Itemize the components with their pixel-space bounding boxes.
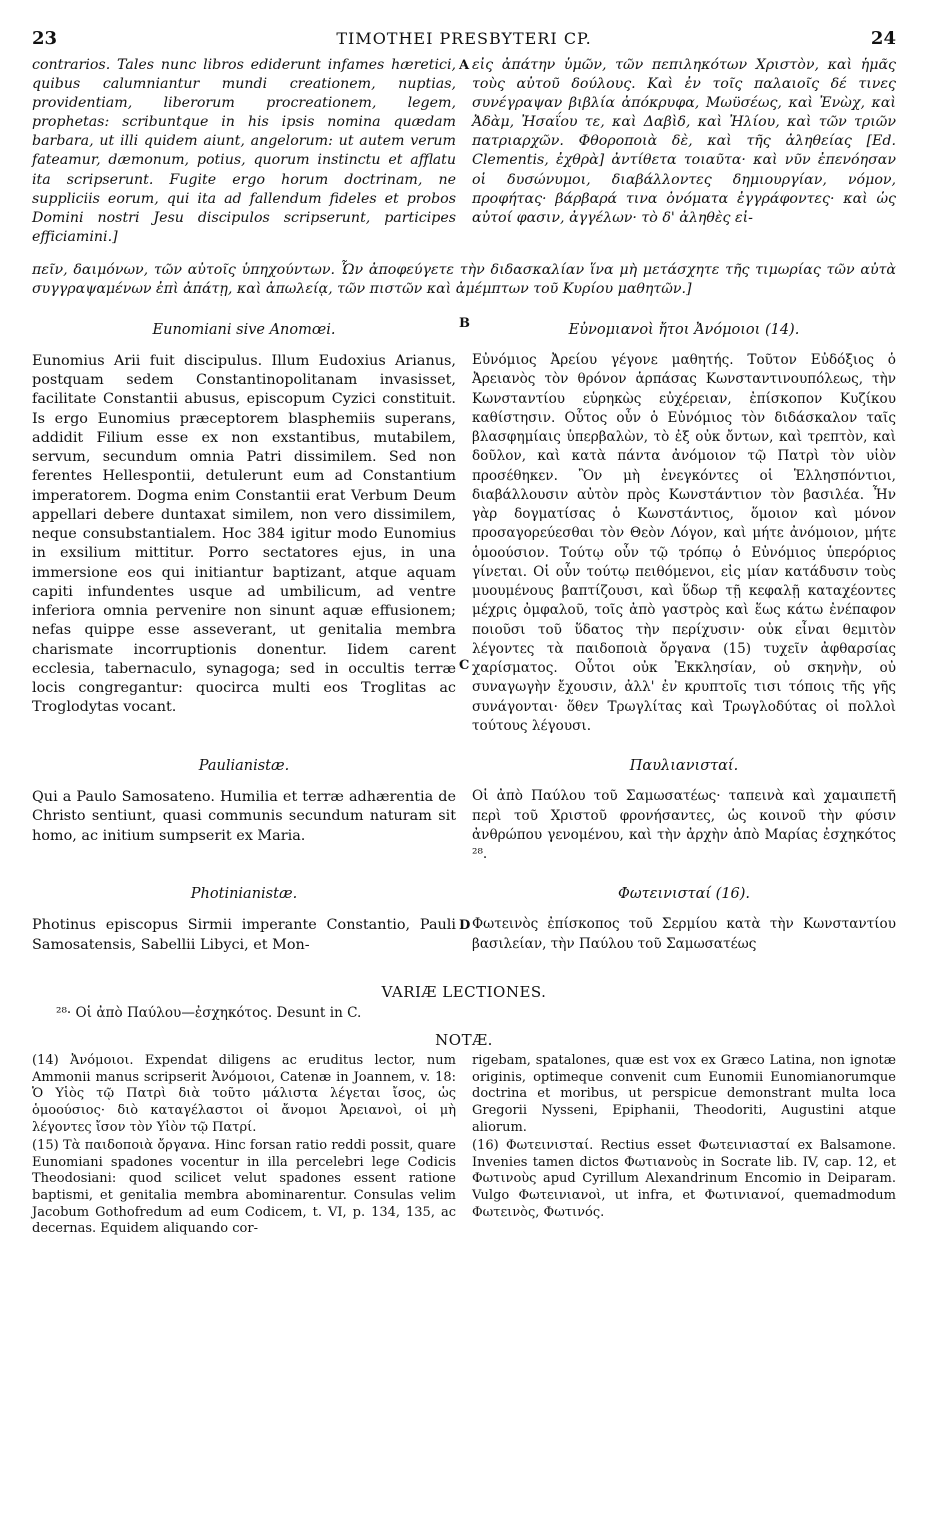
- margin-marker-b: B: [459, 315, 470, 331]
- latin-continuation: contrarios. Tales nunc libros ediderunt infames hæretici, quibus calumniantur mundi creationem, nuptias, providentiam, liberorum procreationem, legem, prophetas: scribuntque in his ipsis nomina quædam barbara, ut illi quidem aiunt, angelorum: ut autem verum fateamur, dæmonum, potius, quorum instinctu et afflatu ita scripserunt. Fugite ergo horum doctrinam, ne suppliciis eorum, qui ita ad fallendum fideles et probos Domini nostri Jesu discipulos scripserunt, participes efficiamini.]: [32, 57, 456, 245]
- section-title-greek: Εὐνομιανοὶ ἤτοι Ἀνόμοιοι (14).: [568, 321, 800, 338]
- section-eunomiani: [32, 314, 896, 750]
- greek-continuation: εἰς ἀπάτην ὑμῶν, τῶν πεπιληκότων Χριστὸν, καὶ ἡμᾶς τοὺς αὐτοῦ δούλους. Καὶ ἐν τοῖς παλαιοῖς δέ τινες συνέγραψαν βιβλία ἀπόκρυφα, Μωϋσέως, καὶ Ἐνὼχ, καὶ Ἀδὰμ, Ἠσαΐου τε, καὶ Δαβὶδ, καὶ Ἠλίου, καὶ τῶν τριῶν πατριαρχῶν. Φθοροποιὰ δὲ, καὶ τῆς ἀληθείας [Ed. Clementis, ἐχθρὰ] ἀντίθετα τοιαῦτα· καὶ νῦν ἐπενόησαν οἱ δυσώνυμοι, διαβάλλοντες δημιουργίαν, νόμον, προφήτας· βάρβαρά τινα ὀνόματα ἐγγράφοντες· καὶ ὡς αὐτοί φασιν, ἀγγέλων· τὸ δ' ἀληθὲς εἰ-: [472, 57, 896, 226]
- section-text-greek: Οἱ ἀπὸ Παύλου τοῦ Σαμωσατέως· ταπεινὰ καὶ χαμαιπετῆ περὶ τοῦ Χριστοῦ φρονήσαντες, ὡς κοινοῦ τὴν φύσιν ἀνθρώπου γενομένου, καὶ τὴν ἀρχὴν ἀπὸ Μαρίας ἐσχηκότος ²⁸.: [472, 788, 896, 863]
- section-title-greek: Φωτεινισταί (16).: [617, 885, 751, 902]
- margin-marker-c: C: [459, 657, 470, 673]
- section-text-latin: Qui a Paulo Samosateno. Humilia et terræ adhærentia de Christo sentiunt, quasi communis secundum naturam sit homo, ac initium sumpserit ex Maria.: [32, 789, 456, 844]
- section-text-latin: Photinus episcopus Sirmii imperante Constantio, Pauli Samosatensis, Sabellii Libyci, et Mon-: [32, 917, 456, 953]
- running-title: TIMOTHEI PRESBYTERI CP.: [336, 29, 592, 48]
- running-header: [32, 28, 896, 54]
- section-title-greek: Παυλιανισταί.: [629, 757, 739, 774]
- section-title-latin: Paulianistæ.: [198, 757, 290, 774]
- section-text-latin: Eunomius Arii fuit discipulus. Illum Eudoxius Arianus, postquam sedem Constantinopolitanam invasisset, facilitate Constantii abusus, episcopum Cyzici constituit. Is ergo Eunomius præceptorem blasphemiis superans, addidit Filium esse ex non exstantibus, mutabilem, servum, secundum omnia Patri dissimilem. Sed non ferentes Hellespontii, detulerunt eum ad Constantium imperatorem. Dogma enim Constantii erat Verbum Deum appellari debere duntaxat similem, non vero dissimilem, neque consubstantialem. Hoc 384 igitur modo Eunomius in exsilium mittitur. Porro sectatores ejus, in una immersione eos qui initiantur baptizant, atque aquam capiti infundentes usque ad umbilicum, ad ventre inferiora omnia pervenire non sinunt aquæ effusionem; nefas quippe esse asseverant, ut genitalia membra charismate incorruptionis donentur. Iidem carent ecclesia, tabernaculo, synagoga; sed in occultis terræ locis congregantur: quocirca multi eos Troglitas ac Troglodytas vocant.: [32, 352, 456, 716]
- section-text-greek: Φωτεινὸς ἐπίσκοπος τοῦ Σερμίου κατὰ τὴν Κωνσταντίου βασιλείαν, τὴν Παύλου τοῦ Σαμωσατέως: [472, 916, 896, 952]
- note-15-continued: rigebam, spatalones, quæ est vox ex Græco Latina, non ignotæ originis, optimeque convenit cum Eunomii Eunomianorumque doctrina et moribus, ut perspicue demonstrant multa loca Gregorii Nysseni, Epiphanii, Theodoriti, Augustini atque aliorum.: [472, 1053, 896, 1135]
- document-page: [32, 28, 896, 1240]
- greek-continuation-full-width: πεῖν, δαιμόνων, τῶν αὐτοῖς ὑπηχούντων. Ὧν ἀποφεύγετε τὴν διδασκαλίαν ἵνα μὴ μετάσχητε τῆς τιμωρίας τῶν αὐτὰ συγγραψαμένων ἐπὶ ἀπάτῃ, καὶ ἀπωλείᾳ, τῶν πιστῶν καὶ ἀμέμπτων τοῦ Κυρίου μαθητῶν.]: [32, 262, 896, 298]
- section-text-greek: Εὐνόμιος Ἀρείου γέγονε μαθητής. Τοῦτον Εὐδόξιος ὁ Ἀρειανὸς τὸν θρόνον ἁρπάσας Κωνσταντινουπόλεως, τὴν Κωνσταντίου εὑρηκὼς εὐχέρειαν, ἐπίσκοπον Κυζίκου καθίστησιν. Οὗτος οὖν ὁ Εὐνόμιος τὸν διδάσκαλον ταῖς βλασφημίαις ὑπερβαλὼν, τὸ ἐξ οὐκ ὄντων, καὶ τρεπτὸν, καὶ δοῦλον, καὶ κατὰ πάντα ἀνόμοιον τῷ Πατρὶ τὸν υἱὸν προσέθηκεν. Ὃν μὴ ἐνεγκόντες οἱ Ἑλλησπόντιοι, διαβάλλουσιν αὐτὸν πρὸς Κωνστάντιον τὸν βασιλέα. Ἦν γὰρ δογματίσας ὁ Κωνστάντιος, ὅμοιον καὶ μόνον προσαγορεύεσθαι τὸν Θεὸν Λόγον, καὶ μήτε ἀνόμοιον, μήτε ὁμοούσιον. Τούτῳ οὖν τῷ τρόπῳ ὁ Εὐνόμιος ὑπερόριος γίνεται. Οἱ οὖν τούτῳ πειθόμενοι, εἰς μίαν κατάδυσιν τοὺς μυουμένους βαπτίζουσι, καὶ ὕδωρ τῇ κεφαλῇ καταχέοντες μέχρις ὀμφαλοῦ, τοῖς ἀπὸ γαστρὸς καὶ ἕως κάτω ἐνέπαφον ποιοῦσι τοῦ ὕδατος τὴν περίχυσιν· οὐκ εἶναι θεμιτὸν λέγοντες τὰ παιδοποιὰ ὄργανα (15) τυχεῖν ἀφθαρσίας χαρίσματος. Οὗτοι οὐκ Ἐκκλησίαν, οὐ σκηνὴν, οὐ συναγωγὴν ἔχουσιν, ἀλλ' ἐν κρυπτοῖς τισι τόποις τῆς γῆς συνάγονται· ὅθεν Τρωγλίτας καὶ Τρωγλοδύτας οἱ πολλοὶ τούτους λέγουσι.: [472, 352, 896, 734]
- right-page-number: 24: [870, 28, 896, 49]
- top-continuation: [32, 56, 896, 247]
- variant-reading: ²⁸· Οἱ ἀπὸ Παύλου—ἐσχηκότος. Desunt in C.: [56, 1005, 362, 1022]
- notae-heading: NOTÆ.: [435, 1031, 493, 1050]
- margin-marker-d: D: [459, 917, 471, 933]
- section-paulianistae: [32, 750, 896, 878]
- left-page-number: 23: [32, 28, 58, 49]
- note-14: (14) Ἀνόμοιοι. Expendat diligens ac eruditus lector, num Ammonii manus scripserit Ἀνόμοιοι, Catenæ in Joannem, v. 18: Ὁ Υἱὸς τῷ Πατρὶ διὰ τοῦτο μάλιστα λέγεται ἴσος, ὡς ὁμοούσιος· διὸ καταγέλαστοι οἱ ἄνομοι Ἀρειανοὶ, οἱ μὴ λέγοντες ἴσον τὸν Υἱὸν τῷ Πατρί.: [32, 1053, 456, 1135]
- notes-block: [32, 1053, 896, 1240]
- note-15: (15) Τὰ παιδοποιὰ ὄργανα. Hinc forsan ratio reddi possit, quare Eunomiani spadones vocentur in illa percelebri lege Codicis Theodosiani: quod scilicet velut spadones essent ratione baptismi, et genitalia membra abominarentur. Consulas velim Jacobum Gothofredum ad eum Codicem, t. VI, p. 134, 135, ac decernas. Equidem aliquando cor-: [32, 1138, 456, 1237]
- section-photinianistae: [32, 878, 896, 969]
- note-16: (16) Φωτεινισταί. Rectius esset Φωτεινιασταί ex Balsamone. Invenies tamen dictos Φωτιανοὺς in Socrate lib. IV, cap. 12, et Φωτινοὺς apud Cyrillum Alexandrinum Encomio in Deiparam. Vulgo Φωτεινιανοὶ, ut infra, et Φωτινιανοί, quemadmodum Φωτεινὸς, Φωτινός.: [472, 1138, 896, 1220]
- variae-lectiones-heading: VARIÆ LECTIONES.: [381, 983, 547, 1002]
- section-title-latin: Eunomiani sive Anomœi.: [152, 321, 336, 338]
- margin-marker-a: A: [459, 58, 470, 73]
- section-title-latin: Photinianistæ.: [190, 885, 298, 902]
